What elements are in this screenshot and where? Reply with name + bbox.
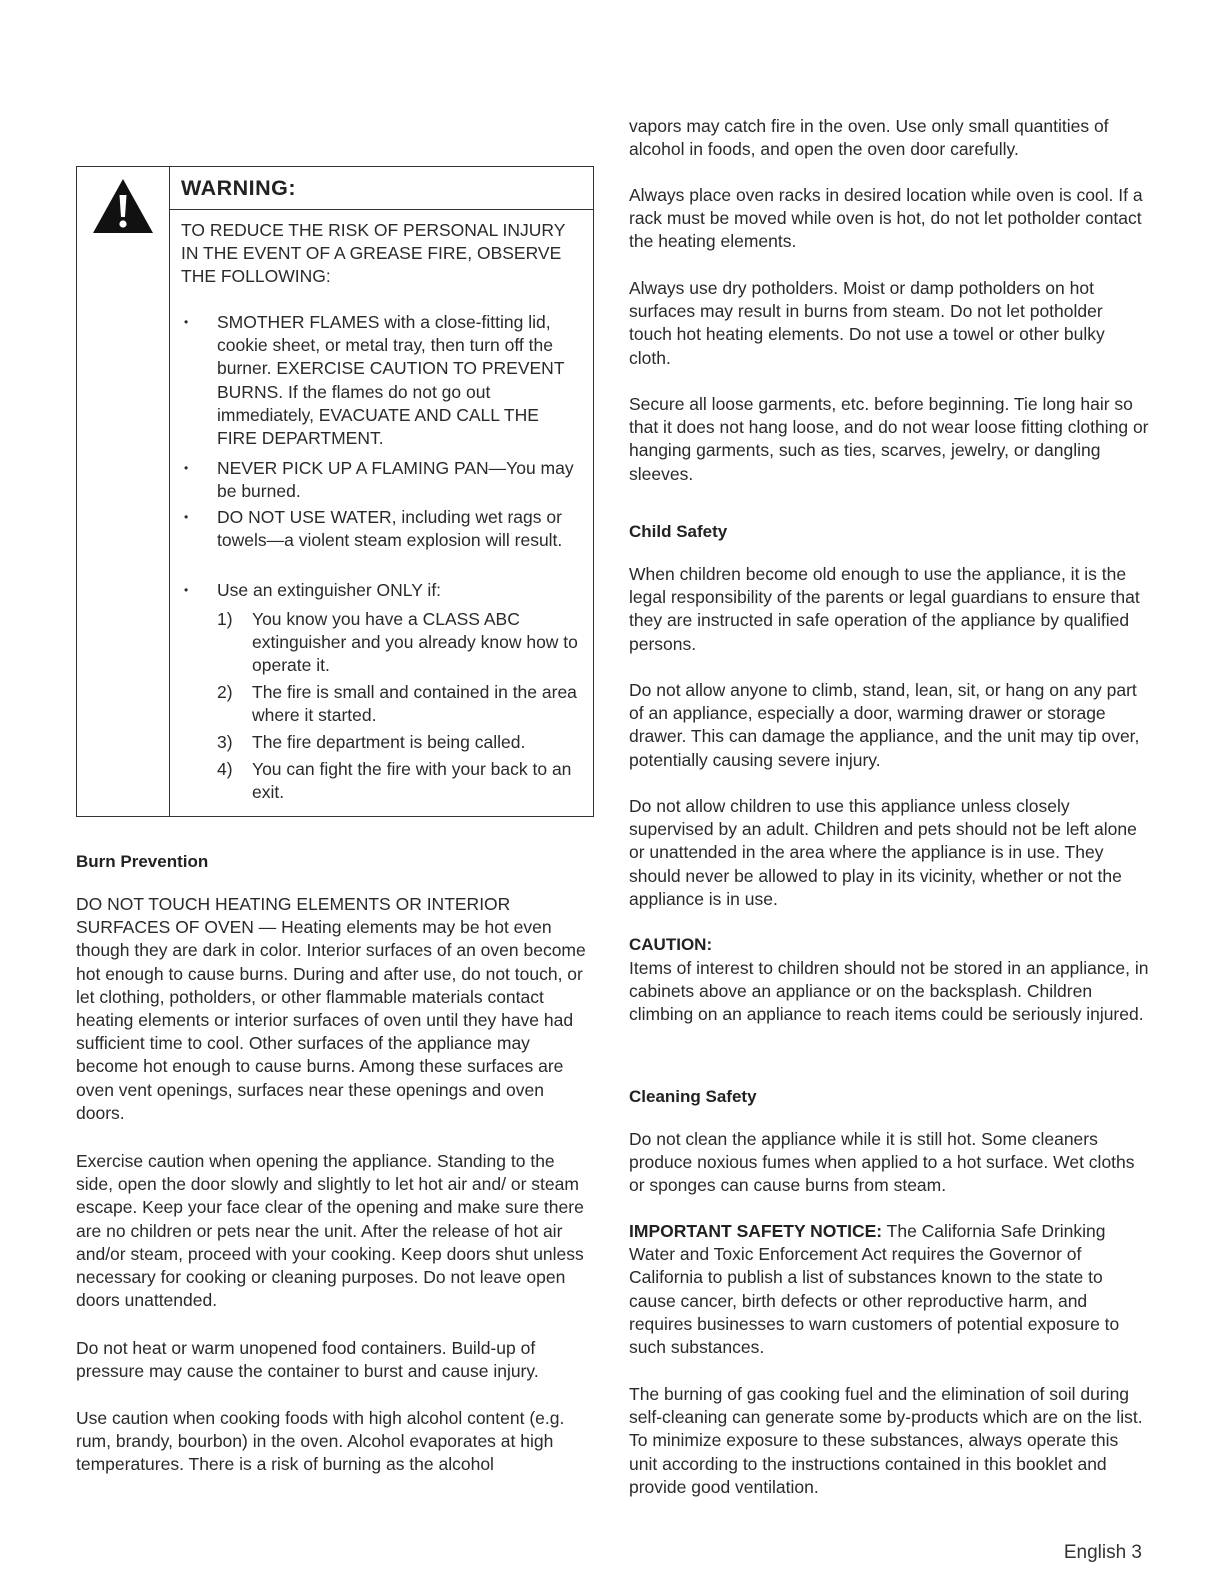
burn-paragraph-1: DO NOT TOUCH HEATING ELEMENTS OR INTERIOR SURFACES OF OVEN — Heating elements may be hot even though they are dark in color. Interior surfaces of an oven become hot enough to cause burns. During and after use, do not touch, or let clothing, potholders, or other flammable materials contact heating elements or interior surfaces of oven until they have had sufficient time to cool. Other surfaces of the appliance may become hot enough to cause burns. Among these surfaces are oven vent openings, surfaces near these openings and oven doors.	[76, 894, 586, 1123]
burn-prevention-heading: Burn Prevention	[76, 852, 209, 871]
warning-bullet	[181, 311, 581, 450]
warning-bullet-text: NEVER PICK UP A FLAMING PAN—You may be burned.	[217, 458, 574, 502]
cleaning-safety-heading: Cleaning Safety	[629, 1087, 757, 1106]
warning-triangle-icon	[91, 177, 155, 235]
warning-bullet-text: DO NOT USE WATER, including wet rags or towels—a violent steam explosion will result.	[217, 507, 563, 551]
cleaning-paragraph-3: The burning of gas cooking fuel and the elimination of soil during self-cleaning can generate some by-products which are on the list. To minimize exposure to these substances, always operate this unit according to the instructions contained in this booklet and provide good ventilation.	[629, 1384, 1143, 1497]
cleaning-paragraph-1: Do not clean the appliance while it is still hot. Some cleaners produce noxious fumes when applied to a hot surface. Wet cloths or sponges can cause burns from steam.	[629, 1129, 1135, 1196]
loose-garments-paragraph: Secure all loose garments, etc. before beginning. Tie long hair so that it does not hang loose, and do not wear loose fitting clothing or hanging garments, such as ties, scarves, jewelry, or dangling sleeves.	[629, 394, 1149, 484]
warning-bullet-text: Use an extinguisher ONLY if:	[217, 580, 442, 600]
burn-paragraph-3: Do not heat or warm unopened food containers. Build-up of pressure may cause the container to burst and cause injury.	[76, 1338, 539, 1382]
item-number: 1)	[217, 609, 233, 629]
bullet-dot-icon: •	[184, 315, 189, 329]
notice-label: IMPORTANT SAFETY NOTICE:	[629, 1221, 883, 1241]
alcohol-continuation: vapors may catch fire in the oven. Use only small quantities of alcohol in foods, and open the oven door carefully.	[629, 116, 1109, 160]
warning-intro: TO REDUCE THE RISK OF PERSONAL INJURY IN THE EVENT OF A GREASE FIRE, OBSERVE THE FOLLOWING:	[181, 220, 566, 287]
child-safety-heading: Child Safety	[629, 522, 728, 541]
burn-paragraph-2: Exercise caution when opening the appliance. Standing to the side, open the door slowly and slightly to let hot air and/ or steam escape. Keep your face clear of the opening and make sure there are no children or pets near the unit. After the release of hot air and/or steam, proceed with your cooking. Keep doors shut unless necessary for cooking or cleaning purposes. Do not leave open doors unattended.	[76, 1151, 584, 1311]
item-text: The fire is small and contained in the area where it started.	[252, 682, 577, 726]
warning-numbered-item	[217, 681, 581, 727]
item-number: 2)	[217, 682, 233, 702]
warning-bullet	[181, 579, 581, 602]
notice-text: The California Safe Drinking Water and Toxic Enforcement Act requires the Governor of California to publish a list of substances known to the state to cause cancer, birth defects or other reproductive harm, and requires businesses to warn customers of potential exposure to such substances.	[629, 1221, 1120, 1358]
oven-racks-paragraph: Always place oven racks in desired location while oven is cool. If a rack must be moved while oven is hot, do not let potholder contact the heating elements.	[629, 185, 1143, 252]
important-safety-notice	[629, 1220, 1149, 1359]
page-footer: English 3	[1063, 1542, 1142, 1563]
warning-title: WARNING:	[170, 167, 593, 210]
warning-numbered-item	[217, 731, 581, 754]
caution-paragraph: Items of interest to children should not be stored in an appliance, in cabinets above an appliance or on the backsplash. Children climbing on an appliance to reach items could be seriously injured.	[629, 958, 1149, 1025]
bullet-dot-icon: •	[184, 583, 189, 597]
item-text: The fire department is being called.	[252, 732, 526, 752]
bullet-dot-icon: •	[184, 461, 189, 475]
dry-potholders-paragraph: Always use dry potholders. Moist or damp potholders on hot surfaces may result in burns from steam. Do not let potholder touch hot heating elements. Do not use a towel or other bulky cloth.	[629, 278, 1105, 368]
item-text: You can fight the fire with your back to an exit.	[252, 759, 572, 803]
child-safety-paragraph-1: When children become old enough to use the appliance, it is the legal responsibility of the parents or legal guardians to ensure that they are instructed in safe operation of the appliance by qualified persons.	[629, 564, 1140, 654]
item-number: 3)	[217, 732, 233, 752]
warning-bullet	[181, 506, 581, 552]
caution-heading: CAUTION:	[629, 935, 713, 954]
warning-numbered-item	[217, 758, 581, 804]
warning-numbered-item	[217, 608, 581, 678]
item-text: You know you have a CLASS ABC extinguisher and you already know how to operate it.	[252, 609, 578, 676]
child-safety-paragraph-3: Do not allow children to use this appliance unless closely supervised by an adult. Children and pets should not be left alone or unattended in the area where the appliance is in use. They should never be allowed to play in its vicinity, whether or not the appliance is in use.	[629, 796, 1137, 909]
burn-paragraph-4: Use caution when cooking foods with high alcohol content (e.g. rum, brandy, bourbon) in the oven. Alcohol evaporates at high temperatures. There is a risk of burning as the alcohol	[76, 1408, 565, 1475]
warning-bullet-text: SMOTHER FLAMES with a close-fitting lid, cookie sheet, or metal tray, then turn off the burner. EXERCISE CAUTION TO PREVENT BURNS. If the flames do not go out immediately, EVACUATE AND CALL THE FIRE DEPARTMENT.	[217, 312, 565, 449]
item-number: 4)	[217, 759, 233, 779]
child-safety-paragraph-2: Do not allow anyone to climb, stand, lean, sit, or hang on any part of an appliance, especially a door, warming drawer or storage drawer. This can damage the appliance, and the unit may tip over, potentially causing severe injury.	[629, 680, 1140, 770]
bullet-dot-icon: •	[184, 510, 189, 524]
warning-box	[76, 166, 594, 817]
warning-divider	[169, 167, 170, 816]
warning-bullet	[181, 457, 581, 503]
